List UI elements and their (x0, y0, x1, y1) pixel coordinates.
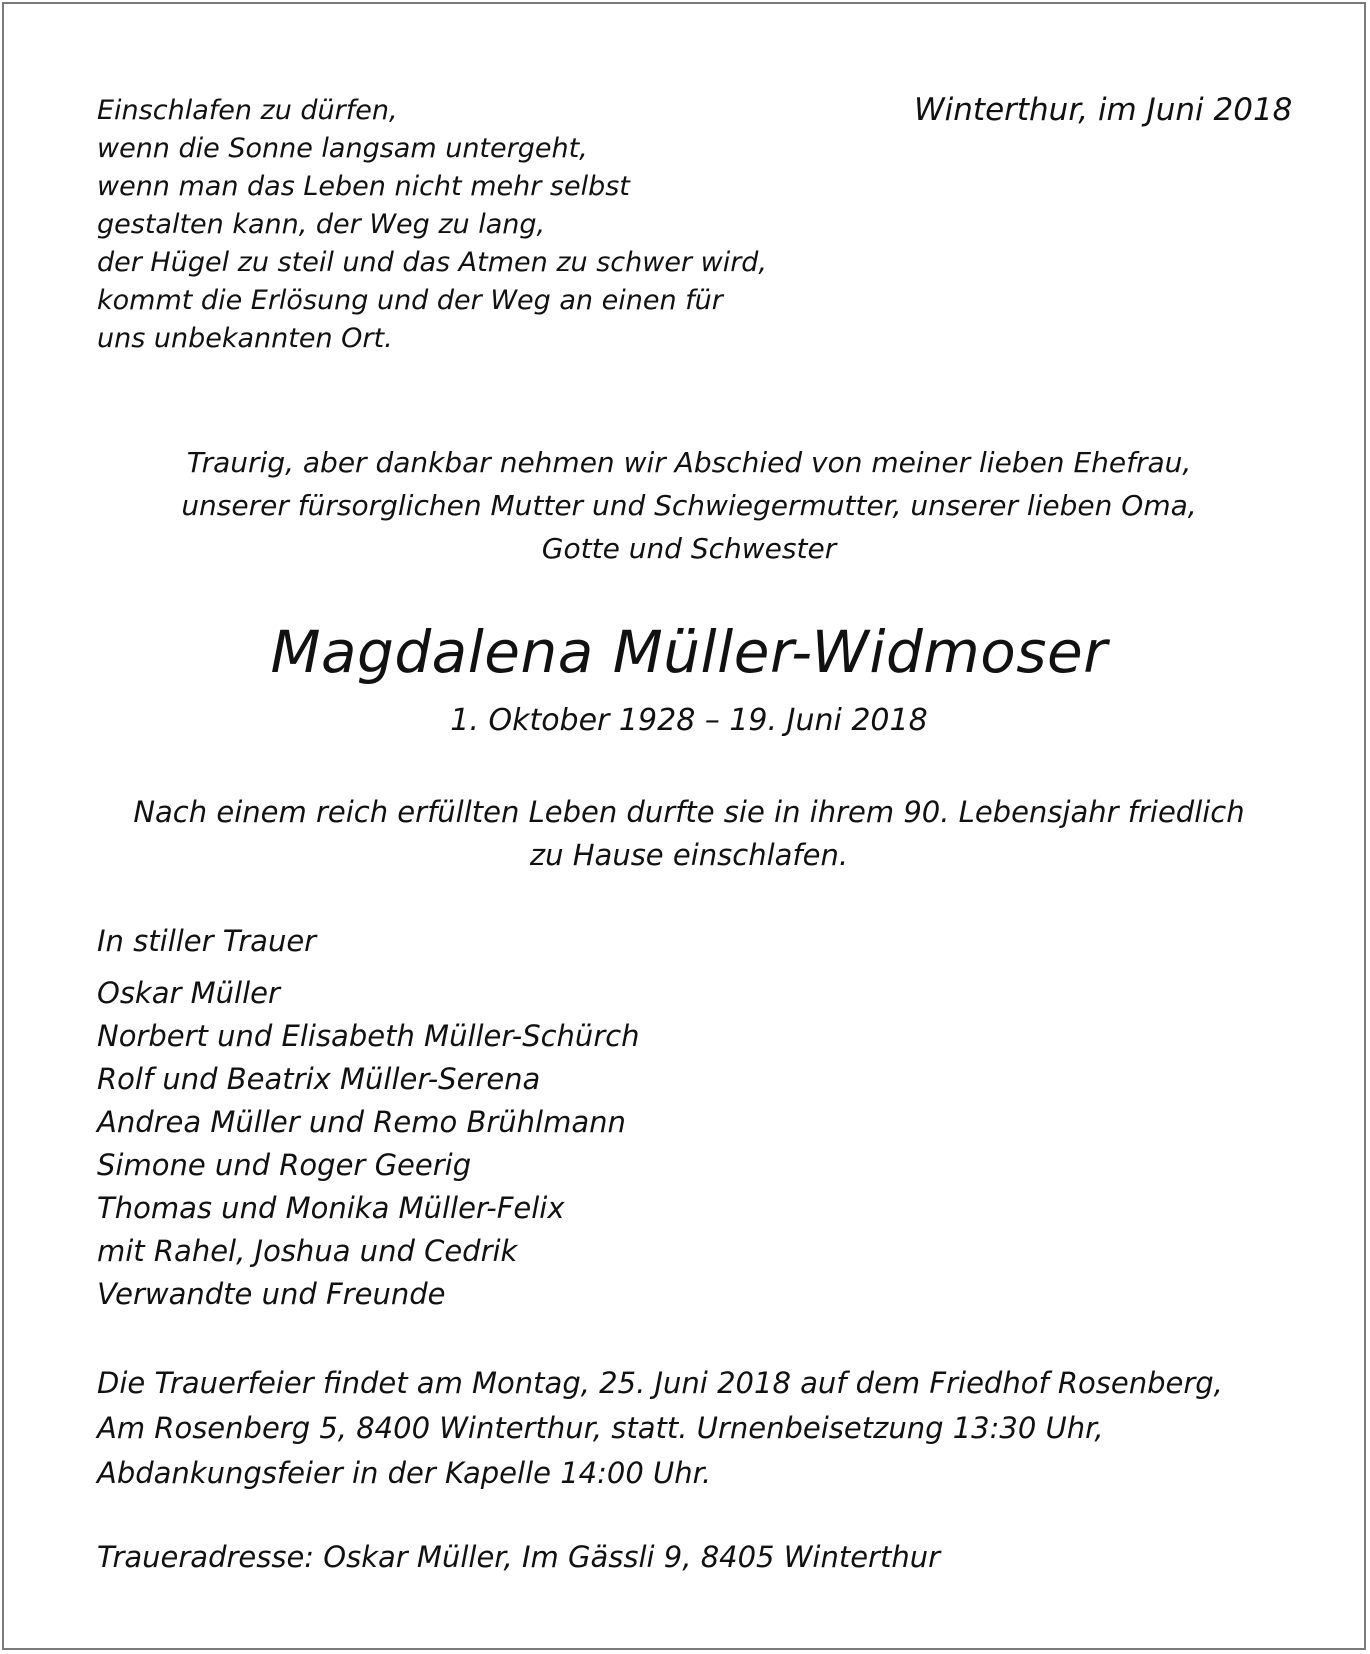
passing-text (4, 791, 1370, 877)
poem-line: kommt die Erlösung und der Weg an einen für (97, 285, 723, 316)
ceremony-line: Die Trauerfeier findet am Montag, 25. Juni 2018 auf dem Friedhof Rosenberg, (97, 1366, 1223, 1400)
poem-line: Einschlafen zu dürfen, (97, 95, 398, 126)
intro-text (4, 441, 1370, 570)
poem-line: uns unbekannten Ort. (97, 323, 393, 354)
ceremony-line: Am Rosenberg 5, 8400 Winterthur, statt. Urnenbeisetzung 13:30 Uhr, (97, 1411, 1104, 1445)
ceremony-info (97, 1361, 1223, 1496)
mourners-list (97, 972, 640, 1316)
intro-line: unserer fürsorglichen Mutter und Schwiegermutter, unserer lieben Oma, (181, 489, 1197, 522)
ceremony-line: Abdankungsfeier in der Kapelle 14:00 Uhr. (97, 1456, 712, 1490)
mourner-name: Norbert und Elisabeth Müller-Schürch (97, 1019, 640, 1053)
mourner-name: Verwandte und Freunde (97, 1277, 446, 1311)
poem-line: der Hügel zu steil und das Atmen zu schwer wird, (97, 247, 768, 278)
poem-line: gestalten kann, der Weg zu lang, (97, 209, 546, 240)
mourner-name: Oskar Müller (97, 976, 280, 1010)
mourner-name: Simone und Roger Geerig (97, 1148, 472, 1182)
poem-line: wenn die Sonne langsam untergeht, (97, 133, 588, 164)
intro-line: Traurig, aber dankbar nehmen wir Abschied von meiner lieben Ehefrau, (186, 446, 1192, 479)
life-dates: 1. Oktober 1928 – 19. Juni 2018 (450, 703, 928, 738)
mourning-heading: In stiller Trauer (97, 924, 317, 958)
passing-line: Nach einem reich erfüllten Leben durfte sie in ihrem 90. Lebensjahr friedlich (133, 795, 1245, 829)
mourner-name: Andrea Müller und Remo Brühlmann (97, 1105, 626, 1139)
passing-line: zu Hause einschlafen. (529, 838, 849, 872)
place-date: Winterthur, im Juni 2018 (914, 92, 1293, 128)
intro-line: Gotte und Schwester (541, 532, 837, 565)
mourner-name: Rolf und Beatrix Müller-Serena (97, 1062, 541, 1096)
mourner-name: mit Rahel, Joshua und Cedrik (97, 1234, 518, 1268)
mourner-name: Thomas und Monika Müller-Felix (97, 1191, 565, 1225)
mourning-address: Traueradresse: Oskar Müller, Im Gässli 9, 8405 Winterthur (97, 1540, 941, 1574)
poem (97, 92, 767, 358)
poem-line: wenn man das Leben nicht mehr selbst (97, 171, 630, 202)
deceased-name: Magdalena Müller-Widmoser (270, 618, 1108, 686)
notice-frame (2, 2, 1366, 1650)
